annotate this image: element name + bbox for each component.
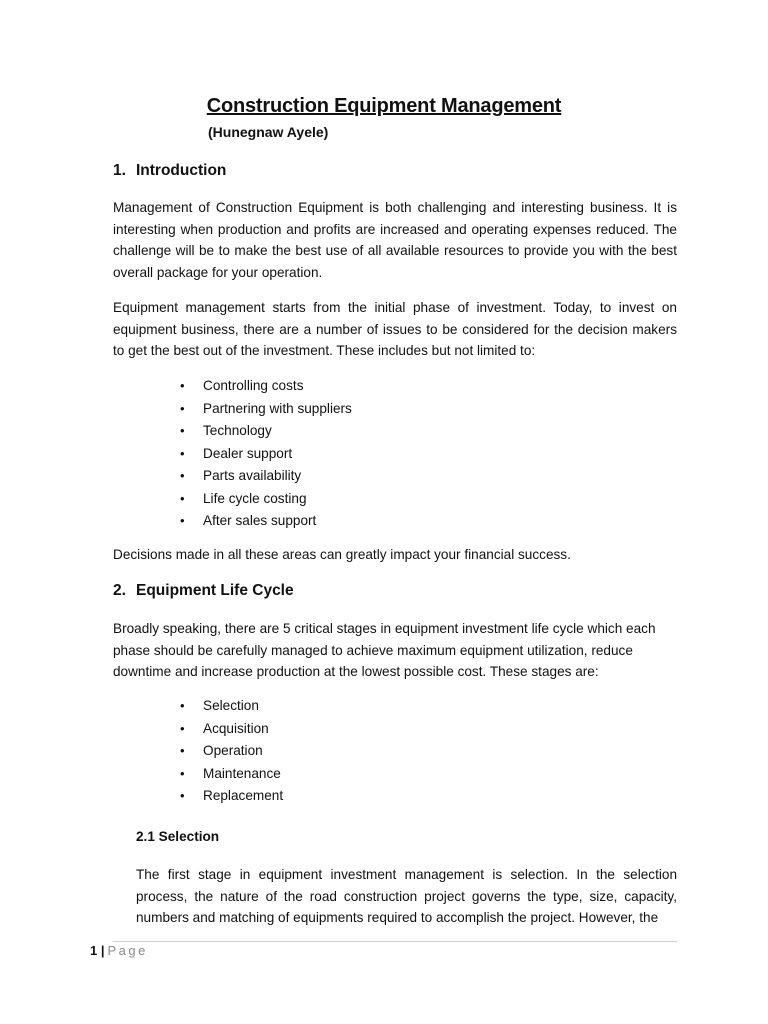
- bullet-icon: •: [180, 423, 185, 438]
- list-item: • Selection: [180, 695, 283, 718]
- section-title: Equipment Life Cycle: [136, 582, 294, 599]
- list-item: • Parts availability: [180, 465, 352, 488]
- page-separator: |: [100, 943, 105, 958]
- selection-paragraph-1: The first stage in equipment investment management is selection. In the selection process, the nature of the road construction project governs the type, size, capacity, numbers and matching of equipments required to accomplish the project. However, the: [136, 867, 677, 926]
- bullet-icon: •: [180, 468, 185, 483]
- lifecycle-paragraph-1: Broadly speaking, there are 5 critical stages in equipment investment life cycle which each phase should be carefully managed to achieve maximum equipment utilization, reduce downtime and increase production at the lowest possible cost. These stages are:: [113, 621, 656, 680]
- intro-paragraph-1: Management of Construction Equipment is both challenging and interesting business. It is interesting when production and profits are increased and operating expenses reduced. The challenge will be to make the best use of all available resources to provide you with the best overall package for your operation.: [113, 200, 677, 281]
- list-item: • Partnering with suppliers: [180, 398, 352, 421]
- bullet-icon: •: [180, 513, 185, 528]
- bullet-icon: •: [180, 698, 185, 713]
- bullet-icon: •: [180, 378, 185, 393]
- subsection-heading-selection: 2.1 Selection: [136, 829, 220, 844]
- list-item: • Replacement: [180, 785, 283, 808]
- list-item: • Technology: [180, 420, 352, 443]
- page-label: Page: [107, 943, 148, 958]
- stages-list: [180, 695, 283, 808]
- list-item: • Dealer support: [180, 443, 352, 466]
- page-footer: [90, 943, 148, 958]
- list-item: • Controlling costs: [180, 375, 352, 398]
- intro-paragraph-3: Decisions made in all these areas can greatly impact your financial success.: [113, 547, 571, 562]
- section-heading-introduction: [113, 162, 226, 180]
- bullet-icon: •: [180, 743, 185, 758]
- bullet-icon: •: [180, 445, 185, 461]
- bullet-icon: •: [180, 400, 185, 416]
- section-number: 2.: [113, 582, 126, 599]
- document-title: Construction Equipment Management: [206, 95, 562, 117]
- list-item: • Operation: [180, 740, 283, 763]
- bullet-icon: •: [180, 788, 185, 803]
- footer-divider: [113, 941, 677, 942]
- intro-paragraph-2: Equipment management starts from the initial phase of investment. Today, to invest on equipment business, there are a number of issues to be considered for the decision makers to get the best out of the investment. These includes but not limited to:: [113, 300, 677, 359]
- section-number: 1.: [113, 162, 126, 179]
- list-item: • After sales support: [180, 510, 352, 533]
- page-number: 1: [90, 943, 98, 958]
- section-heading-life-cycle: [113, 582, 294, 600]
- list-item: • Maintenance: [180, 763, 283, 786]
- document-author: (Hunegnaw Ayele): [208, 124, 329, 140]
- issues-list: [180, 375, 352, 533]
- list-item: • Life cycle costing: [180, 488, 352, 511]
- bullet-icon: •: [180, 720, 185, 736]
- bullet-icon: •: [180, 490, 185, 506]
- list-item: • Acquisition: [180, 718, 283, 741]
- section-title: Introduction: [136, 162, 227, 179]
- bullet-icon: •: [180, 765, 185, 781]
